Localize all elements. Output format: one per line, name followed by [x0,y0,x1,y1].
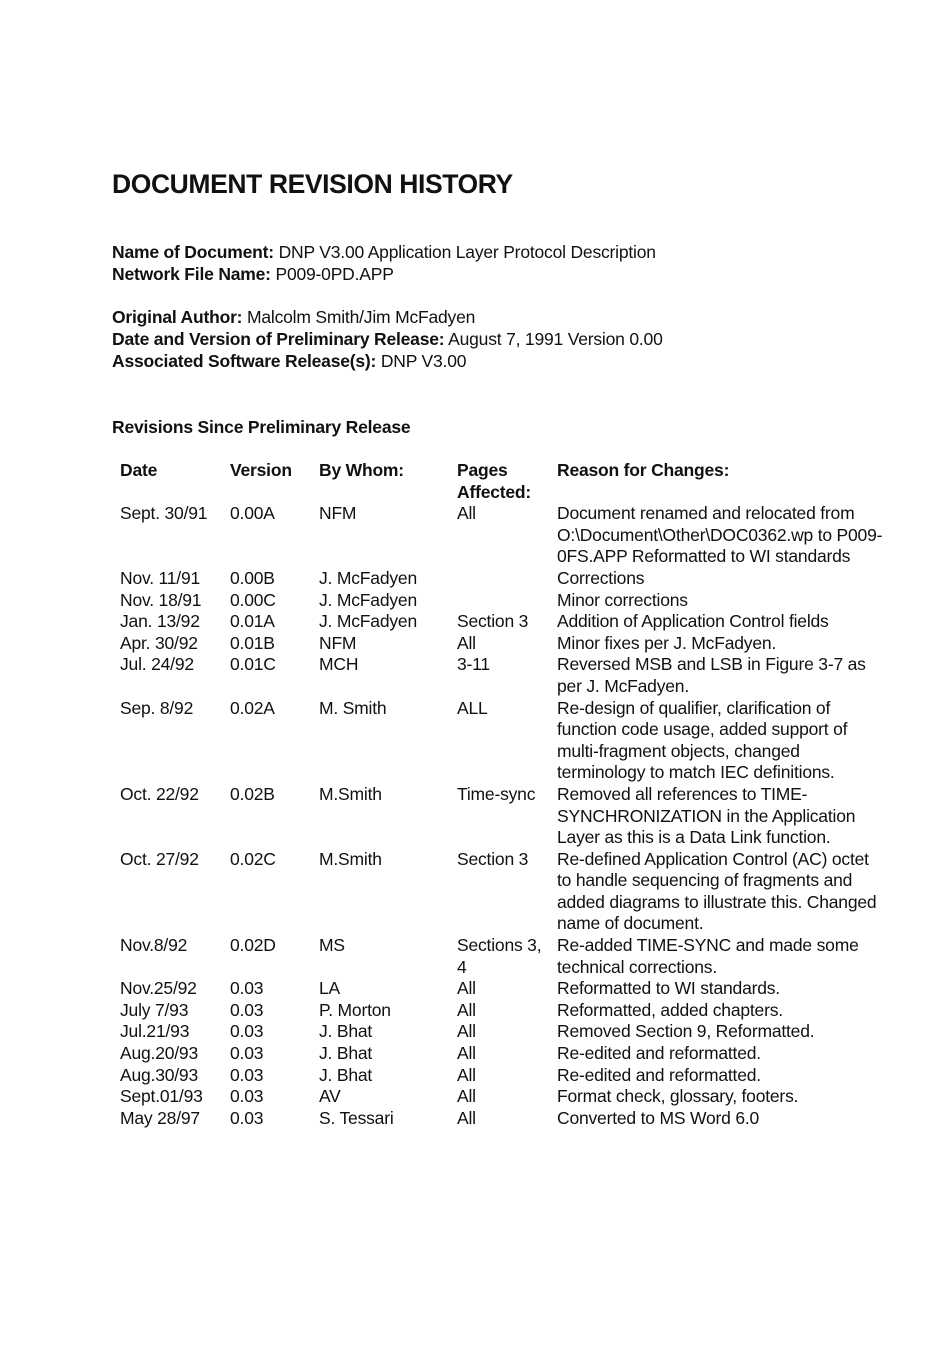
revision-pages: All [457,1107,476,1128]
date-column-header: Date [120,460,158,480]
table-row [112,611,887,633]
revision-date: Apr. 30/92 [120,632,198,653]
revision-version: 0.00C [230,589,276,610]
release-info [112,306,663,372]
document-name-value: DNP V3.00 Application Layer Protocol Description [278,242,656,262]
revision-pages [449,568,549,590]
network-file-name-row [112,263,656,285]
revision-reason: Addition of Application Control fields [557,611,829,632]
revision-date: Sept. 30/91 [120,503,208,524]
table-row [112,935,887,978]
revision-version: 0.01B [230,632,275,653]
table-row [112,1021,887,1043]
by-whom-column-header: By Whom: [319,460,404,480]
revision-version: 0.02A [230,697,275,718]
revision-author: MCH [319,654,359,675]
revision-reason: Minor fixes per J. McFadyen. [557,632,777,653]
revision-reason: Minor corrections [557,589,688,610]
table-row [112,1043,887,1065]
revision-pages: All [457,1043,476,1064]
revision-date: Sep. 8/92 [120,697,194,718]
pages-header-line2: Affected: [457,481,532,502]
revision-reason: Reversed MSB and LSB in Figure 3-7 as per J. McFadyen. [557,654,866,696]
revision-reason: Removed all references to TIME-SYNCHRONIZATION in the Application Layer as this is a Data Link function. [557,783,856,848]
document-info [112,241,656,285]
table-row [112,654,887,697]
original-author-label: Original Author: [112,307,243,327]
revision-version: 0.01A [230,611,275,632]
page-title: DOCUMENT REVISION HISTORY [112,169,513,199]
revision-date: Jul.21/93 [120,1021,190,1042]
revision-reason: Re-edited and reformatted. [557,1043,761,1064]
preliminary-release-label: Date and Version of Preliminary Release: [112,329,445,349]
revision-version: 0.03 [230,1043,264,1064]
revision-reason: Format check, glossary, footers. [557,1086,799,1107]
revision-reason: Re-design of qualifier, clarification of function code usage, added support of multi-fragment objects, changed terminology to match IEC definitions. [557,697,848,783]
revision-date: Jul. 24/92 [120,654,194,675]
table-row [112,1065,887,1087]
network-file-name-value: P009-0PD.APP [275,264,394,284]
revision-version: 0.03 [230,1107,264,1128]
revision-pages: Time-sync [457,783,536,804]
revision-date: Aug.30/93 [120,1064,198,1085]
revision-version: 0.03 [230,1021,264,1042]
pages-affected-column-header [449,460,549,503]
revision-date: July 7/93 [120,999,189,1020]
revision-pages: All [457,978,476,999]
revision-pages: All [457,1086,476,1107]
original-author-row [112,306,663,328]
table-row [112,1000,887,1022]
table-row [112,698,887,784]
table-row [112,503,887,568]
revision-pages: All [457,1064,476,1085]
document-name-label: Name of Document: [112,242,274,262]
revision-pages: Sections 3, 4 [457,935,542,977]
revision-pages: All [457,503,476,524]
revision-version: 0.03 [230,1086,264,1107]
table-row [112,1108,887,1130]
revision-date: Sept.01/93 [120,1086,203,1107]
revision-author: LA [319,978,341,999]
revision-version: 0.03 [230,999,264,1020]
table-row [112,784,887,849]
pages-header-line1: Pages [457,460,508,480]
software-release-label: Associated Software Release(s): [112,351,377,371]
revision-pages: All [457,1021,476,1042]
revision-table-body [112,503,887,1129]
revision-author: J. McFadyen [319,589,417,610]
header-row [112,460,887,503]
revision-date: Aug.20/93 [120,1043,198,1064]
revision-author: P. Morton [319,999,391,1020]
document-name-row [112,241,656,263]
table-row [112,568,887,590]
revision-table [112,460,887,1129]
table-row [112,590,887,612]
revision-date: May 28/97 [120,1107,200,1128]
revision-reason: Converted to MS Word 6.0 [557,1107,760,1128]
revision-version: 0.02D [230,935,276,956]
revision-version: 0.00A [230,503,275,524]
table-row [112,633,887,655]
revisions-heading: Revisions Since Preliminary Release [112,417,411,437]
table-row [112,849,887,935]
revision-pages: 3-11 [457,654,490,675]
revision-author: J. McFadyen [319,567,417,588]
original-author-value: Malcolm Smith/Jim McFadyen [246,307,476,327]
revision-pages: All [457,999,476,1020]
revision-author: S. Tessari [319,1107,394,1128]
revision-version: 0.01C [230,654,276,675]
table-row [112,1086,887,1108]
revision-author: J. Bhat [319,1021,373,1042]
revision-reason: Re-added TIME-SYNC and made some technical corrections. [557,935,859,977]
revision-author: J. McFadyen [319,611,417,632]
revision-reason: Reformatted to WI standards. [557,978,780,999]
revision-pages: ALL [457,697,488,718]
revision-author: M.Smith [319,783,382,804]
revision-author: AV [319,1086,341,1107]
revision-table-header [112,460,887,503]
revision-reason: Reformatted, added chapters. [557,999,783,1020]
revision-version: 0.03 [230,978,264,999]
revision-date: Nov. 18/91 [120,589,202,610]
revision-author: NFM [319,503,357,524]
table-row [112,978,887,1000]
revision-pages: Section 3 [457,611,529,632]
reason-column-header: Reason for Changes: [557,460,730,480]
revision-author: MS [319,935,345,956]
revision-date: Nov.8/92 [120,935,188,956]
software-release-row [112,350,663,372]
revision-author: M. Smith [319,697,387,718]
revision-author: NFM [319,632,357,653]
software-release-value: DNP V3.00 [380,351,467,371]
revision-pages: All [457,632,476,653]
revision-author: M.Smith [319,848,382,869]
revision-date: Nov.25/92 [120,978,197,999]
revision-date: Jan. 13/92 [120,611,200,632]
revision-date: Nov. 11/91 [120,567,201,588]
preliminary-release-value: August 7, 1991 Version 0.00 [448,329,663,349]
revision-date: Oct. 27/92 [120,848,199,869]
preliminary-release-row [112,328,663,350]
revision-date: Oct. 22/92 [120,783,199,804]
revision-version: 0.02C [230,848,276,869]
revision-version: 0.02B [230,783,275,804]
revision-version: 0.03 [230,1064,264,1085]
revision-reason: Document renamed and relocated from O:\Document\Other\DOC0362.wp to P009-0FS.APP Reformatted to WI standards [557,503,883,567]
revision-author: J. Bhat [319,1064,373,1085]
revision-reason: Removed Section 9, Reformatted. [557,1021,815,1042]
revision-reason: Corrections [557,567,645,588]
revision-pages: Section 3 [457,848,529,869]
revision-reason: Re-defined Application Control (AC) octet to handle sequencing of fragments and added diagrams to illustrate this. Changed name of document. [557,848,877,934]
revision-author: J. Bhat [319,1043,373,1064]
revision-pages [449,590,549,612]
revision-version: 0.00B [230,567,275,588]
version-column-header: Version [230,460,292,480]
revision-reason: Re-edited and reformatted. [557,1064,761,1085]
network-file-name-label: Network File Name: [112,264,271,284]
